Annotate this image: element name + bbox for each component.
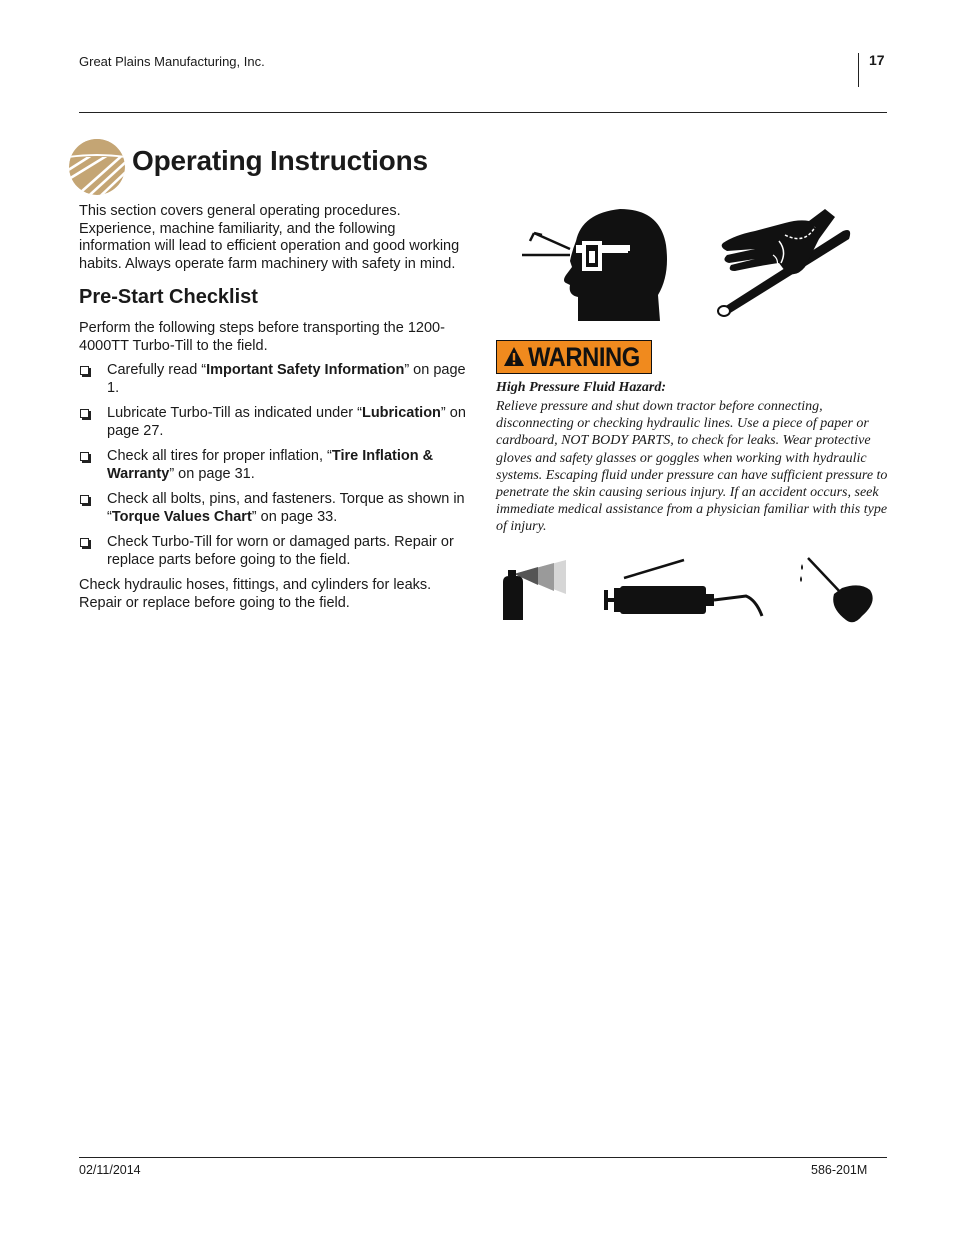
checkbox-icon	[80, 495, 89, 504]
footer-date: 02/11/2014	[79, 1163, 141, 1177]
cross-reference: Tire Inflation & Warranty	[107, 448, 434, 482]
checklist-item: Check Turbo-Till for worn or damaged parts. Repair or replace parts before going to the field.	[79, 534, 471, 569]
warning-triangle-icon	[503, 346, 525, 368]
footer-doc-number: 586-201M	[811, 1163, 868, 1177]
checklist-item: Lubricate Turbo-Till as indicated under “Lubrication” on page 27.	[79, 405, 471, 440]
header-divider	[858, 53, 859, 87]
closing-paragraph: Check hydraulic hoses, fittings, and cylinders for leaks. Repair or replace before going to the field.	[79, 577, 432, 611]
grease-gun-icon	[600, 556, 770, 622]
checklist-item: Check all tires for proper inflation, “Tire Inflation & Warranty” on page 31.	[79, 448, 471, 483]
checkbox-icon	[80, 452, 89, 461]
cross-reference: Lubrication	[361, 405, 441, 421]
pre-start-checklist	[79, 362, 471, 577]
page-number: 17	[869, 52, 885, 68]
cross-reference: Torque Values Chart	[111, 508, 252, 525]
checkbox-icon	[80, 409, 89, 418]
checklist-item: Carefully read “Important Safety Information” on page 1.	[79, 362, 471, 397]
section-title: Operating Instructions	[132, 145, 428, 176]
safety-glasses-face-icon	[520, 205, 670, 323]
header-company: Great Plains Manufacturing, Inc.	[79, 54, 265, 69]
checkbox-icon	[80, 538, 89, 547]
hand-leak-injury-icon	[715, 205, 855, 320]
hazard-body: Relieve pressure and shut down tractor before connecting, disconnecting or checking hydraulic lines. Use a piece of paper or cardboard, NOT BODY PARTS, to check for leaks. Wear protective gloves and safety glasses or goggles when working with hydraulic systems. Escaping fluid under pressure can have sufficient pressure to penetrate the skin causing serious injury. If an accident occurs, seek immediate medical assistance from a physician familiar with this type of injury.	[496, 399, 888, 535]
checklist-lead: Perform the following steps before transporting the 1200-4000TT Turbo-Till to the field.	[79, 320, 445, 354]
header-rule	[79, 112, 887, 113]
checkbox-icon	[80, 366, 89, 375]
checklist-heading: Pre-Start Checklist	[79, 286, 258, 308]
great-plains-logo-icon	[68, 138, 126, 196]
oil-can-icon	[790, 554, 880, 624]
checklist-item: Check all bolts, pins, and fasteners. Torque as shown in “Torque Values Chart” on page 33.	[79, 491, 471, 526]
footer-rule	[79, 1157, 887, 1158]
intro-paragraph: This section covers general operating procedures. Experience, machine familiarity, and the following information will lead to efficient operation and good working habits. Always operate farm machinery with safety in mind.	[79, 203, 460, 272]
hazard-title: High Pressure Fluid Hazard:	[496, 380, 666, 395]
cross-reference: Important Safety Information	[206, 362, 405, 378]
spray-can-icon	[500, 556, 572, 622]
warning-label	[496, 340, 652, 374]
warning-text: WARNING	[528, 342, 640, 372]
